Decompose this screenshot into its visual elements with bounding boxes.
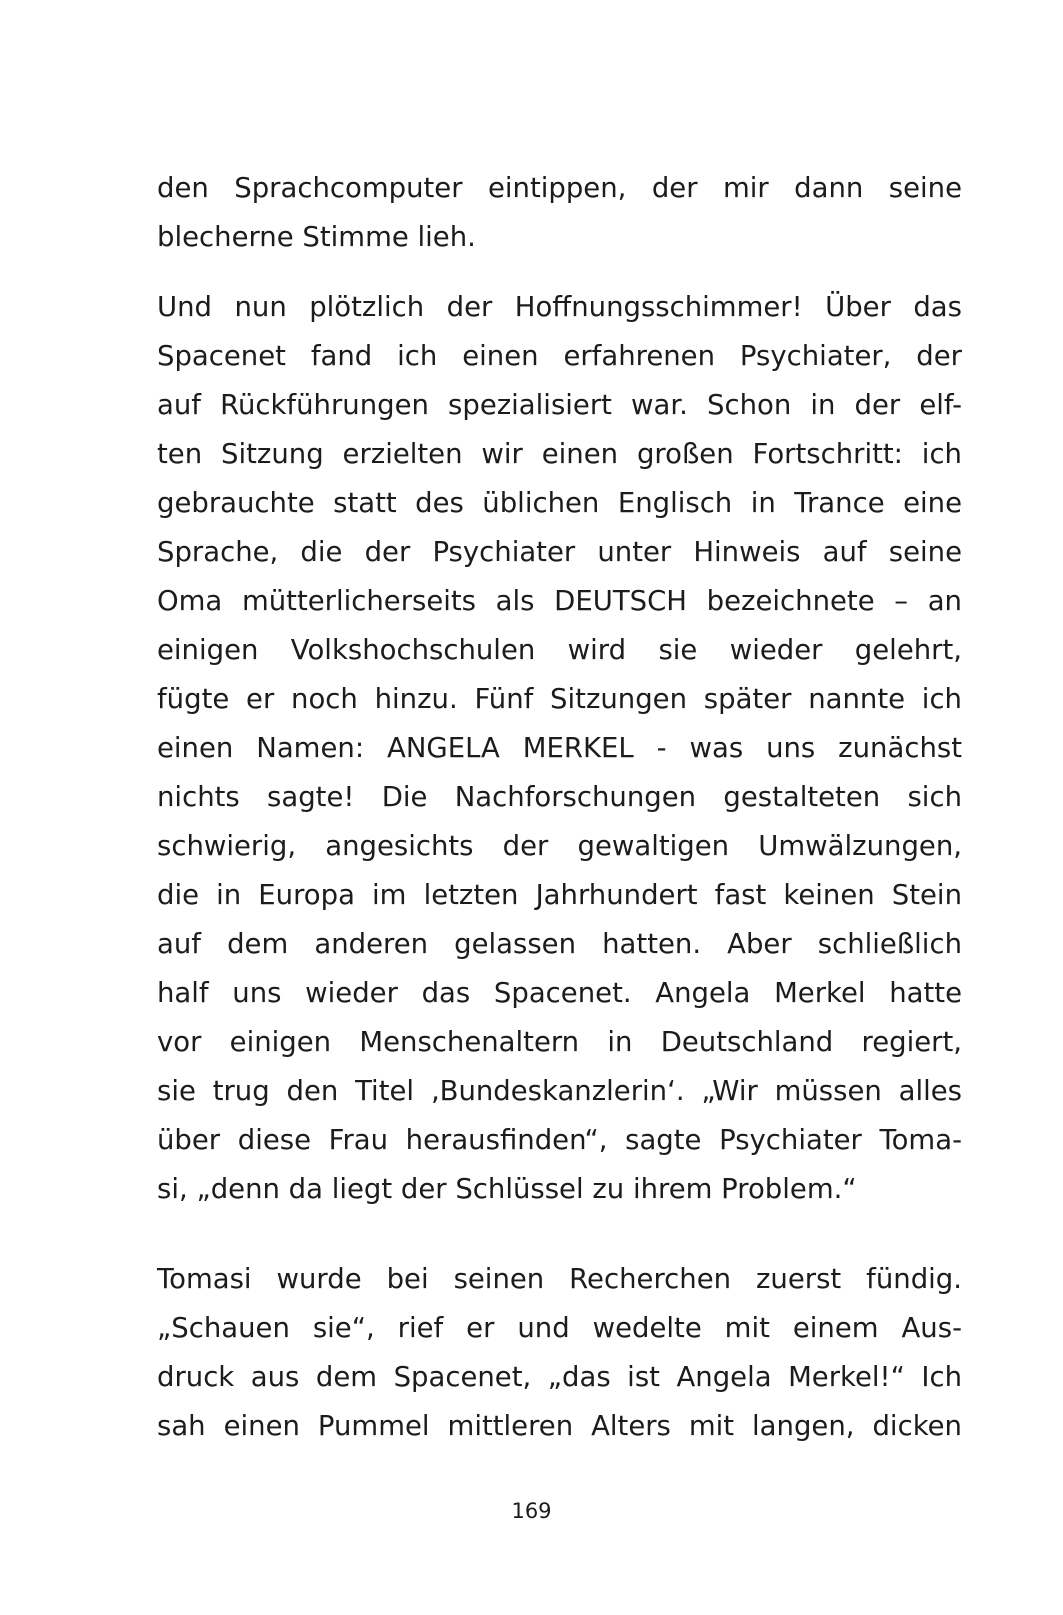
text-line: schwierig, angesichts der gewaltigen Umwälzungen, xyxy=(157,830,962,862)
text-line: auf dem anderen gelassen hatten. Aber schließlich xyxy=(157,928,962,960)
text-line: druck aus dem Spacenet, „das ist Angela Merkel!“ Ich xyxy=(157,1361,962,1393)
text-line: Sprache, die der Psychiater unter Hinweis auf seine xyxy=(157,536,962,568)
text-line: Spacenet fand ich einen erfahrenen Psychiater, der xyxy=(157,340,962,372)
text-line: ten Sitzung erzielten wir einen großen Fortschritt: ich xyxy=(157,438,962,470)
text-line: den Sprachcomputer eintippen, der mir dann seine xyxy=(157,172,962,204)
text-line: sah einen Pummel mittleren Alters mit langen, dicken xyxy=(157,1410,962,1442)
text-line: sie trug den Titel ‚Bundeskanzlerin‘. „Wir müssen alles xyxy=(157,1075,962,1107)
text-line: si, „denn da liegt der Schlüssel zu ihrem Problem.“ xyxy=(157,1173,857,1205)
text-line: einen Namen: ANGELA MERKEL - was uns zunächst xyxy=(157,732,962,764)
text-line: Und nun plötzlich der Hoffnungsschimmer! Über das xyxy=(157,291,962,323)
paragraph-1 xyxy=(157,164,962,262)
text-line: gebrauchte statt des üblichen Englisch in Trance eine xyxy=(157,487,962,519)
text-line: über diese Frau herausfinden“, sagte Psychiater Toma- xyxy=(157,1124,962,1156)
text-line: einigen Volkshochschulen wird sie wieder gelehrt, xyxy=(157,634,962,666)
text-line: blecherne Stimme lieh. xyxy=(157,221,476,253)
paragraph-3 xyxy=(157,1255,962,1451)
paragraph-2 xyxy=(157,283,962,1214)
text-line: „Schauen sie“, rief er und wedelte mit einem Aus- xyxy=(157,1312,962,1344)
text-line: Tomasi wurde bei seinen Recherchen zuerst fündig. xyxy=(157,1263,962,1295)
text-line: die in Europa im letzten Jahrhundert fast keinen Stein xyxy=(157,879,962,911)
page-number: 169 xyxy=(511,1499,552,1523)
text-line: half uns wieder das Spacenet. Angela Merkel hatte xyxy=(157,977,962,1009)
text-line: Oma mütterlicherseits als DEUTSCH bezeichnete – an xyxy=(157,585,962,617)
text-line: auf Rückführungen spezialisiert war. Schon in der elf- xyxy=(157,389,962,421)
text-line: nichts sagte! Die Nachforschungen gestalteten sich xyxy=(157,781,962,813)
text-line: vor einigen Menschenaltern in Deutschland regiert, xyxy=(157,1026,962,1058)
text-line: fügte er noch hinzu. Fünf Sitzungen später nannte ich xyxy=(157,683,962,715)
